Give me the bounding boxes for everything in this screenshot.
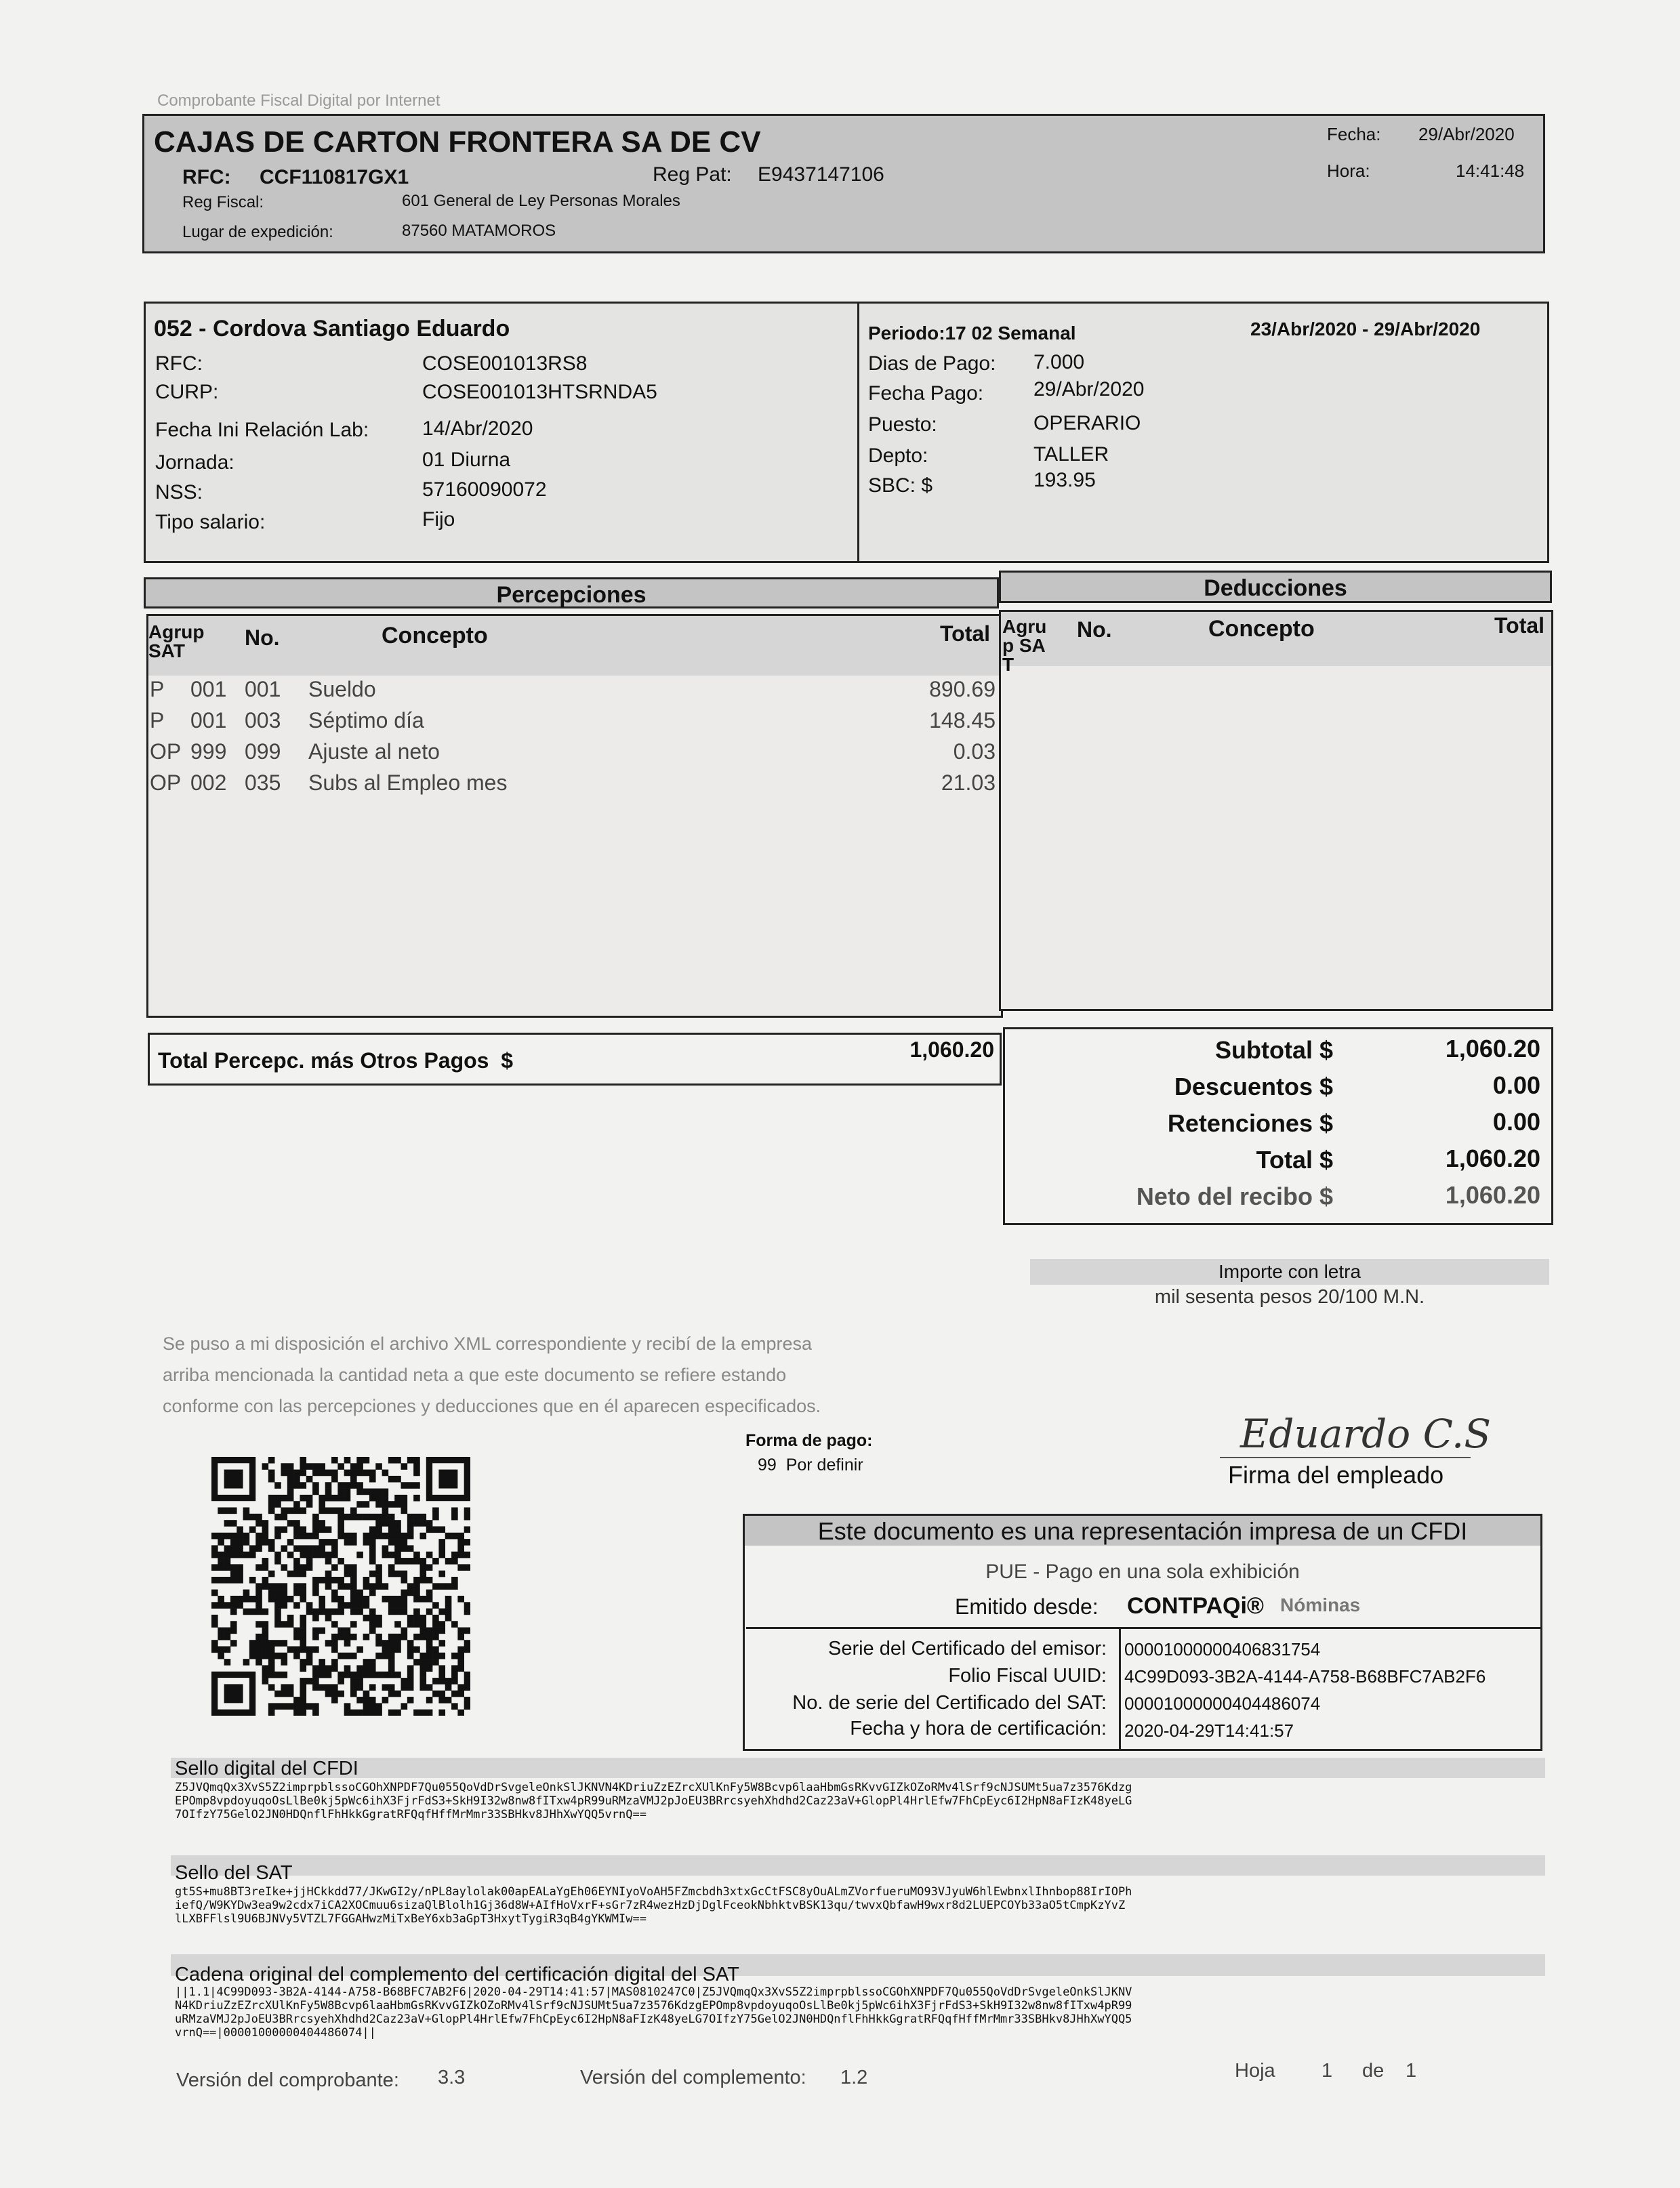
uuid: 4C99D093-3B2A-4144-A758-B68BFC7AB2F6 (1124, 1666, 1486, 1687)
cfdi-metodo: PUE - Pago en una sola exhibición (985, 1561, 1300, 1583)
row-tipo: P (150, 677, 165, 701)
fecha-pago-label: Fecha Pago: (868, 382, 984, 405)
row-sat: 001 (190, 677, 227, 701)
sello-cfdi-bar (171, 1758, 1545, 1778)
cadena-line: N4KDriuZzEZrcXUlKnFy5W8Bcvp6laaHbmGsRKvvGIZkOZoRMv4lSrf9cNJSUMt5ua7z3576KdzgEPOmp8vpdoyuqoOsLlBe0kj5pWc6ihX3FjrFdS3+SkH9I32w8nw8fITxw4pR99 (175, 1999, 1132, 2012)
table-row (148, 677, 1001, 708)
percepciones-table (146, 614, 1003, 1018)
fecha: 29/Abr/2020 (1418, 124, 1515, 144)
disclaimer-line: arriba mencionada la cantidad neta a que este documento se refiere estando (163, 1365, 787, 1385)
total-percepciones-value: 1,060.20 (909, 1037, 994, 1062)
importe-label: Importe con letra (1218, 1261, 1361, 1282)
disclaimer (163, 1328, 821, 1422)
sello-cfdi-text (175, 1781, 1132, 1821)
sello-sat-bar (171, 1855, 1545, 1876)
brand-logo: CONTPAQi® (1127, 1593, 1264, 1619)
row-total: 21.03 (941, 770, 996, 795)
lugar: 87560 MATAMOROS (402, 222, 556, 240)
regfiscal-label: Reg Fiscal: (182, 193, 264, 211)
descuentos: 0.00 (1492, 1071, 1540, 1099)
cadena-line: ||1.1|4C99D093-3B2A-4144-A758-B68BFC7AB2F6|2020-04-29T14:41:57|MAS0810247C0|Z5JVQmqQx3XvS5Z2imprpblssoCGOhXNPDF7Qu055QoVdDrSvgeleOnkSlJKNV (175, 1985, 1132, 1999)
row-sat: 001 (190, 708, 227, 732)
fecha-ini: 14/Abr/2020 (422, 417, 533, 440)
puesto-label: Puesto: (868, 413, 937, 436)
ded-col-agrup: Agru p SA T (1002, 616, 1047, 675)
emitido-label: Emitido desde: (955, 1594, 1099, 1619)
neto-label: Neto del recibo $ (1136, 1182, 1333, 1210)
cadena-title: Cadena original del complemento del certificación digital del SAT (175, 1964, 739, 1985)
de-label: de (1362, 2060, 1385, 2082)
total: 1,060.20 (1445, 1144, 1540, 1172)
sello-line: EPOmp8vpdoyuqoOsLlBe0kj5pWc6ihX3FjrFdS3+SkH9I32w8nw8fITxw4pR99uRMzaVMJ2pJoEU3BRrcsyehXhdhd2Caz23aV+GlopPl4HrlEfw7FhCpEyc6I2HpN8aFIzK48yeLG (175, 1794, 1132, 1808)
perc-col-no: No. (245, 625, 280, 650)
company-rfc: CCF110817GX1 (260, 166, 409, 188)
dias: 7.000 (1033, 351, 1085, 373)
perc-col-concepto: Concepto (382, 623, 488, 648)
row-no: 001 (245, 677, 281, 701)
hoja: 1 (1322, 2060, 1333, 2082)
cadena-text (175, 1985, 1132, 2040)
sello-sat-text (175, 1885, 1132, 1926)
hora-label: Hora: (1327, 161, 1370, 181)
row-tipo: OP (150, 739, 182, 764)
fecha-cert-label: Fecha y hora de certificación: (850, 1718, 1107, 1739)
curp: COSE001013HTSRNDA5 (422, 381, 657, 403)
total-percepciones-label: Total Percepc. más Otros Pagos $ (158, 1048, 514, 1073)
neto: 1,060.20 (1445, 1181, 1540, 1209)
disclaimer-line: Se puso a mi disposición el archivo XML correspondiente y recibí de la empresa (163, 1334, 812, 1354)
nss: 57160090072 (422, 478, 547, 501)
version-label: Versión del comprobante: (176, 2069, 399, 2091)
row-no: 099 (245, 739, 281, 764)
table-row (148, 739, 1001, 770)
puesto: OPERARIO (1033, 412, 1141, 434)
emp-rfc: COSE001013RS8 (422, 352, 588, 375)
sat-cert-label: No. de serie del Certificado del SAT: (792, 1692, 1107, 1714)
version: 3.3 (438, 2067, 466, 2088)
fecha-ini-label: Fecha Ini Relación Lab: (155, 419, 369, 441)
perc-col-total: Total (940, 621, 991, 646)
total-label: Total $ (1256, 1146, 1333, 1174)
sat-cert: 00001000000404486074 (1124, 1693, 1321, 1714)
forma-pago-value: 99 Por definir (758, 1456, 863, 1474)
sello-cfdi-title: Sello digital del CFDI (175, 1758, 358, 1779)
sbc-label: SBC: $ (868, 474, 933, 497)
qr-code (211, 1457, 470, 1716)
regpat: E9437147106 (758, 163, 884, 186)
disclaimer-line: conforme con las percepciones y deducciones que en él aparecen especificados. (163, 1396, 821, 1416)
sello-line: gt5S+mu8BT3reIke+jjHCkkdd77/JKwGI2y/nPL8aylolak00apEALaYgEh06EYNIyoVoAH5FZmcbdh3xtxGcCtFSC8yOuALmZVorfueruMO93VJyuW6hlEwbnxlIhnbop88IrIOPh (175, 1885, 1132, 1899)
cadena-line: vrnQ==|00001000000404486074|| (175, 2026, 376, 2040)
regpat-label: Reg Pat: (653, 163, 732, 186)
hora: 14:41:48 (1456, 161, 1525, 181)
subtotal: 1,060.20 (1445, 1035, 1540, 1062)
depto: TALLER (1033, 443, 1109, 466)
row-total: 890.69 (929, 677, 996, 701)
complemento-label: Versión del complemento: (580, 2067, 806, 2088)
fecha-pago: 29/Abr/2020 (1033, 378, 1145, 400)
sello-line: iefQ/W9KYDw3ea9w2cdx7iCA2XOCmuu6sizaQlBlolh1Gj36d8W+AIfHoVxrF+sGr7zR4wezHzDjDglFceokNbhktvBSK13qu/twvxQbfawH9wxr8d2LUEPCOYb33aO5tCmpKzYvZ (175, 1899, 1126, 1912)
hoja-label: Hoja (1235, 2060, 1275, 2082)
jornada: 01 Diurna (422, 449, 511, 471)
row-concepto: Subs al Empleo mes (308, 770, 508, 795)
row-total: 0.03 (953, 739, 996, 764)
periodo: 23/Abr/2020 - 29/Abr/2020 (1250, 318, 1481, 339)
tipo-label: Tipo salario: (155, 511, 266, 533)
cert-label: Serie del Certificado del emisor: (827, 1638, 1107, 1659)
company-header (142, 114, 1545, 253)
dias-label: Dias de Pago: (868, 352, 996, 375)
uuid-label: Folio Fiscal UUID: (948, 1665, 1107, 1687)
lugar-label: Lugar de expedición: (182, 223, 333, 241)
row-tipo: P (150, 708, 165, 732)
subtotal-label: Subtotal $ (1214, 1036, 1333, 1064)
row-concepto: Sueldo (308, 677, 376, 701)
fecha-cert: 2020-04-29T14:41:57 (1124, 1720, 1294, 1741)
importe-bar (1030, 1259, 1549, 1285)
row-tipo: OP (150, 770, 182, 795)
firma-label: Firma del empleado (1228, 1461, 1444, 1489)
signature: Eduardo C.S (1240, 1411, 1492, 1457)
company-name: CAJAS DE CARTON FRONTERA SA DE CV (154, 125, 761, 159)
sello-line: Z5JVQmqQx3XvS5Z2imprpblssoCGOhXNPDF7Qu055QoVdDrSvgeleOnkSlJKNVN4KDriuZzEZrcXUlKnFy5W8Bcvp6laaHbmGsRKvvGIZkOZoRMv4lSrf9cNJSUMt5ua7z3576Kdzg (175, 1781, 1132, 1794)
row-sat: 002 (190, 770, 227, 795)
totals-box (1003, 1027, 1553, 1225)
cert: 00001000000406831754 (1124, 1639, 1321, 1659)
cfdi-title: Este documento es una representación impresa de un CFDI (817, 1517, 1468, 1545)
regfiscal: 601 General de Ley Personas Morales (402, 192, 680, 210)
cfdi-box (743, 1514, 1542, 1751)
periodo-label: Periodo:17 02 Semanal (868, 323, 1076, 344)
brand-sub: Nóminas (1280, 1594, 1361, 1615)
deducciones-title-bar (999, 571, 1552, 603)
ded-col-concepto: Concepto (1208, 616, 1315, 642)
forma-pago-label: Forma de pago: (745, 1431, 873, 1450)
retenciones: 0.00 (1492, 1108, 1540, 1136)
fecha-label: Fecha: (1327, 124, 1381, 144)
de: 1 (1406, 2060, 1417, 2082)
row-no: 035 (245, 770, 281, 795)
row-concepto: Séptimo día (308, 708, 424, 732)
depto-label: Depto: (868, 445, 928, 467)
total-percepciones-box (148, 1033, 1002, 1086)
document-subtitle: Comprobante Fiscal Digital por Internet (157, 91, 441, 110)
sello-line: 7OIfzY75GelO2JN0HDQnflFhHkkGgratRFQqfHffMrMmr33SBHkv8JHhXwYQQ5vrnQ== (175, 1808, 647, 1821)
row-no: 003 (245, 708, 281, 732)
row-concepto: Ajuste al neto (308, 739, 440, 764)
table-row (148, 770, 1001, 802)
perc-col-agrup: Agrup SAT (148, 621, 205, 661)
descuentos-label: Descuentos $ (1174, 1073, 1333, 1100)
rfc-label: RFC: (182, 166, 231, 188)
retenciones-label: Retenciones $ (1167, 1109, 1333, 1137)
deducciones-title: Deducciones (1204, 575, 1347, 601)
deducciones-table (999, 610, 1553, 1011)
sello-line: lLXBFFlsl9U6BJNVy5VTZL7FGGAHwzMiTxBeY6xb3aGpT3HxytTygiR3qB4gYKWMIw== (175, 1912, 647, 1926)
tipo: Fijo (422, 508, 455, 531)
row-total: 148.45 (929, 708, 996, 732)
jornada-label: Jornada: (155, 451, 234, 474)
ded-col-no: No. (1077, 617, 1112, 642)
nss-label: NSS: (155, 481, 203, 503)
percepciones-title: Percepciones (496, 582, 647, 608)
sello-sat-title: Sello del SAT (175, 1862, 293, 1884)
percepciones-title-bar (144, 577, 999, 608)
curp-label: CURP: (155, 381, 219, 403)
cfdi-title-bar (745, 1516, 1540, 1546)
table-row (148, 708, 1001, 739)
cadena-line: uRMzaVMJ2pJoEU3BRrcsyehXhdhd2Caz23aV+GlopPl4HrlEfw7FhCpEyc6I2HpN8aFIzK48yeLG7OIfzY75GelO2JN0HDQnflFhHkkGgratRFQqfHffMrMmr33SBHkv8JHhXwYQQ5 (175, 2012, 1132, 2026)
importe-value: mil sesenta pesos 20/100 M.N. (1154, 1286, 1425, 1308)
sbc: 193.95 (1033, 469, 1096, 491)
complemento: 1.2 (840, 2067, 868, 2088)
employee-name: 052 - Cordova Santiago Eduardo (154, 316, 510, 342)
row-sat: 999 (190, 739, 227, 764)
emp-rfc-label: RFC: (155, 352, 203, 375)
ded-col-total: Total (1494, 613, 1545, 638)
employee-box (144, 302, 1549, 563)
